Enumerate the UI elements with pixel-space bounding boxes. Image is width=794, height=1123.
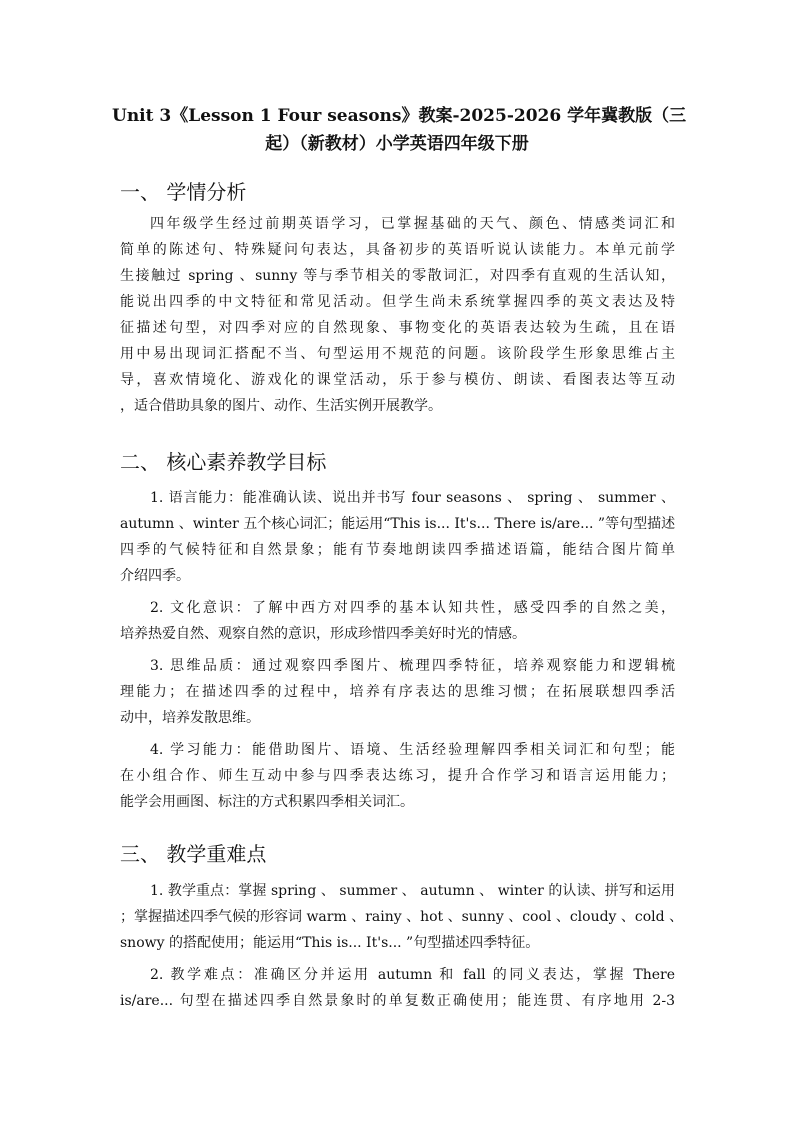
paragraph — [120, 878, 684, 956]
paragraph — [120, 653, 675, 731]
text-line: 1. 语言能力：能准确认读、说出并书写 four seasons 、 spring 、 summer 、 — [150, 490, 675, 506]
title-line: Unit 3《Lesson 1 Four seasons》教案-2025-2026 学年冀教版（三 — [112, 106, 687, 126]
paragraph — [120, 485, 675, 589]
document-title — [112, 102, 687, 158]
text-line: 四季的气候特征和自然景象；能有节奏地朗读四季描述语篇，能结合图片简单 — [120, 542, 675, 558]
section-heading: 二、 核心素养教学目标 — [120, 450, 327, 474]
paragraph — [120, 962, 675, 1014]
text-line: 2. 教学难点：准确区分并运用 autumn 和 fall 的同义表达，掌握 There — [150, 967, 675, 983]
text-line: 能学会用画图、标注的方式积累四季相关词汇。 — [120, 794, 414, 810]
text-line: 在小组合作、师生互动中参与四季表达练习，提升合作学习和语言运用能力； — [120, 768, 675, 784]
text-line: 理能力；在描述四季的过程中，培养有序表达的思维习惯；在拓展联想四季活 — [120, 684, 675, 700]
paragraph — [120, 211, 675, 419]
text-line: 四年级学生经过前期英语学习，已掌握基础的天气、颜色、情感类词汇和 — [150, 216, 675, 232]
text-line: 2. 文化意识：了解中西方对四季的基本认知共性，感受四季的自然之美， — [150, 600, 675, 616]
text-line: ，适合借助具象的图片、动作、生活实例开展教学。 — [120, 398, 442, 414]
text-line: 征描述句型，对四季对应的自然现象、事物变化的英语表达较为生疏，且在语 — [120, 320, 675, 336]
paragraph — [120, 595, 675, 647]
text-line: 导，喜欢情境化、游戏化的课堂活动，乐于参与模仿、朗读、看图表达等互动 — [120, 372, 675, 388]
paragraph — [120, 737, 675, 815]
text-line: snowy 的搭配使用；能运用“This is... It's... ”句型描述四季特征。 — [120, 935, 540, 951]
text-line: 简单的陈述句、特殊疑问句表达，具备初步的英语听说认读能力。本单元前学 — [120, 242, 675, 258]
text-line: ；掌握描述四季气候的形容词 warm 、rainy 、hot 、sunny 、cool 、cloudy 、cold 、 — [120, 909, 684, 925]
text-line: 生接触过 spring 、sunny 等与季节相关的零散词汇，对四季有直观的生活认知， — [120, 268, 675, 284]
title-line: 起）（新教材）小学英语四年级下册 — [265, 134, 529, 154]
text-line: is/are... 句型在描述四季自然景象时的单复数正确使用；能连贯、有序地用 2-3 — [120, 993, 675, 1009]
text-line: 动中，培养发散思维。 — [120, 710, 260, 726]
text-line: 4. 学习能力：能借助图片、语境、生活经验理解四季相关词汇和句型；能 — [150, 742, 675, 758]
text-line: 用中易出现词汇搭配不当、句型运用不规范的问题。该阶段学生形象思维占主 — [120, 346, 675, 362]
section-heading: 一、 学情分析 — [120, 180, 247, 204]
text-line: 能说出四季的中文特征和常见活动。但学生尚未系统掌握四季的英文表达及特 — [120, 294, 675, 310]
text-line: 介绍四季。 — [120, 568, 190, 584]
text-line: 3. 思维品质：通过观察四季图片、梳理四季特征，培养观察能力和逻辑梳 — [150, 658, 675, 674]
text-line: 1. 教学重点：掌握 spring 、 summer 、 autumn 、 winter 的认读、拼写和运用 — [150, 883, 675, 899]
text-line: 培养热爱自然、观察自然的意识，形成珍惜四季美好时光的情感。 — [120, 626, 526, 642]
text-line: autumn 、winter 五个核心词汇；能运用“This is... It's... There is/are... ”等句型描述 — [120, 516, 676, 532]
section-heading: 三、 教学重难点 — [120, 842, 267, 866]
